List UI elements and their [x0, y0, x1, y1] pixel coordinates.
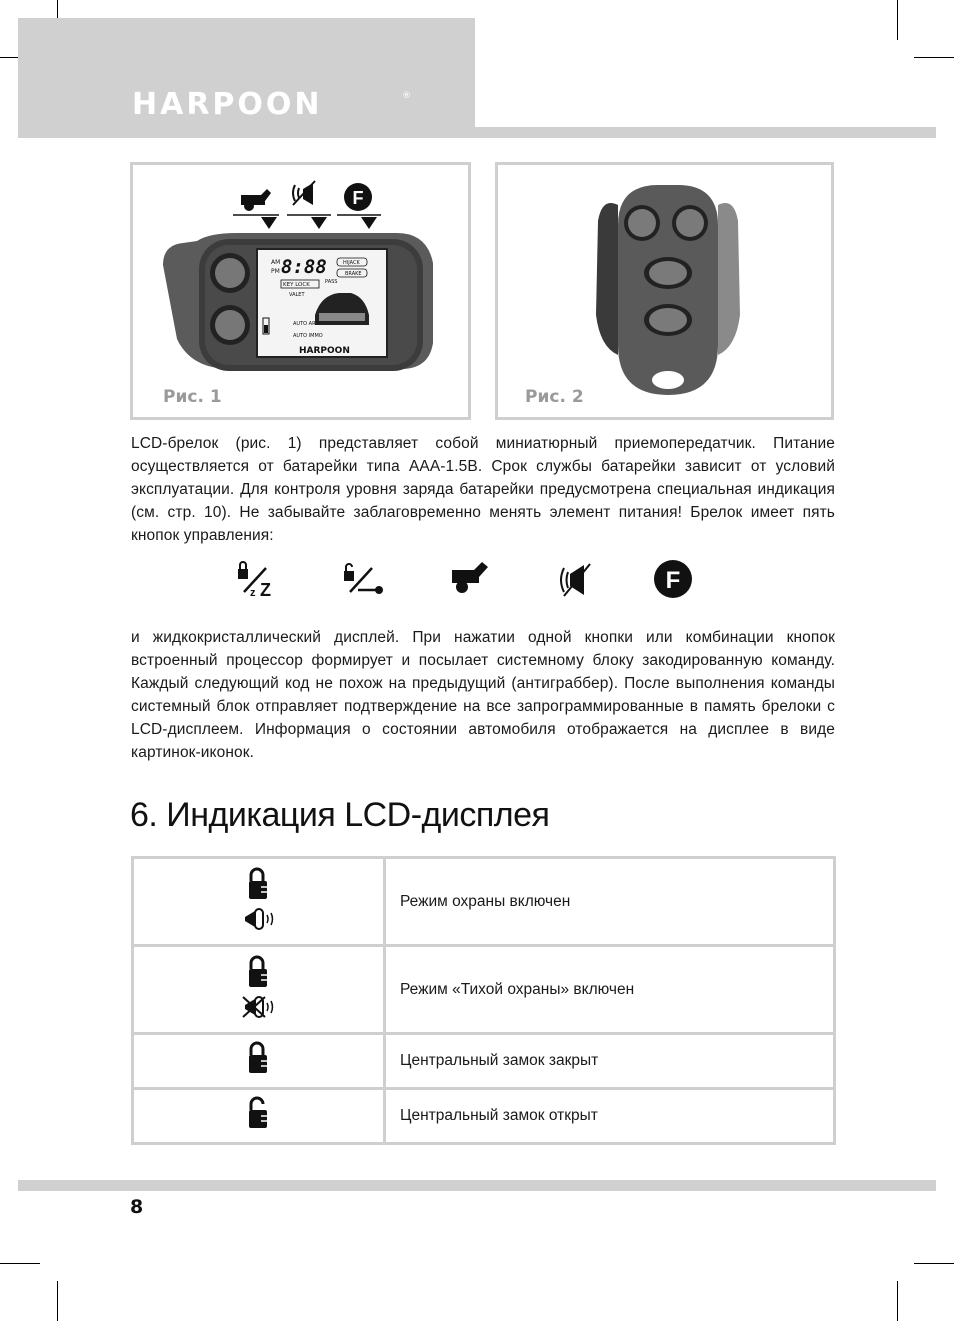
crop-mark — [0, 1263, 40, 1264]
closed-lock-icon — [239, 955, 279, 1019]
svg-text:KEY LOCK: KEY LOCK — [283, 282, 310, 288]
silent-siren-icon — [243, 997, 273, 1017]
svg-text:PM: PM — [271, 268, 280, 275]
crop-mark — [897, 1281, 898, 1321]
trunk-icon — [241, 189, 271, 211]
harpoon-logo — [130, 86, 415, 120]
svg-text:AM: AM — [271, 259, 281, 266]
icon-cell — [133, 946, 385, 1034]
crop-mark — [914, 1263, 954, 1264]
silent-siren-icon — [293, 181, 315, 205]
svg-text:Z: Z — [260, 580, 271, 600]
logo-text: HARPOON — [132, 87, 323, 120]
svg-text:AUTO ARM: AUTO ARM — [293, 321, 320, 327]
description-cell: Режим «Тихой охраны» включен — [385, 946, 835, 1034]
svg-text:VALET: VALET — [289, 292, 305, 298]
figure-2 — [495, 162, 834, 420]
open-lock-icon — [239, 1096, 279, 1132]
keyfob-illustration — [498, 165, 831, 417]
page-number: 8 — [130, 1196, 144, 1218]
description-cell: Режим охраны включен — [385, 858, 835, 946]
intro-text: LCD-брелок (рис. 1) представляет собой миниатюрный приемопередатчик. Питание осуществляется от батарейки типа AAA-1.5В. Срок службы батарейки зависит от условий эксплуатации. Для контроля уровня заряда батарейки предусмотрена специальная индикация (см. стр. 10). Не забывайте заблаговременно менять элемент питания! Брелок имеет пять кнопок управления: — [131, 435, 835, 544]
svg-text:z: z — [250, 587, 256, 599]
siren-icon — [245, 909, 273, 929]
icon-cell — [133, 1089, 385, 1144]
svg-text:HIJACK: HIJACK — [343, 260, 360, 266]
silent-siren-icon — [554, 560, 598, 600]
crop-mark — [897, 0, 898, 40]
logo-reg-mark: ® — [402, 91, 411, 101]
closed-lock-icon — [239, 867, 279, 931]
unlock-key-icon — [342, 560, 386, 600]
icon-cell — [133, 1034, 385, 1089]
icon-cell — [133, 858, 385, 946]
lcd-keyfob-illustration — [133, 165, 468, 417]
section-title: 6. Индикация LCD-дисплея — [130, 796, 550, 834]
figure-1 — [130, 162, 471, 420]
function-f-icon — [652, 560, 696, 600]
description-cell: Центральный замок открыт — [385, 1089, 835, 1144]
crop-mark — [914, 57, 954, 58]
function-f-icon — [344, 183, 372, 211]
table-row — [133, 858, 835, 946]
closed-lock-icon — [239, 1041, 279, 1077]
svg-text:AUTO IMMO: AUTO IMMO — [293, 333, 323, 339]
table-row — [133, 946, 835, 1034]
intro-paragraph — [131, 432, 835, 547]
description-text: и жидкокристаллический дисплей. При нажатии одной кнопки или комбинации кнопок встроенный процессор формирует и посылает системному блоку закодированную команду. Каждый следующий код не похож на предыдущий (антиграббер). После выполнения команды системный блок отправляет подтверждение на все запрограммированные в память брелоки с LCD-дисплеем. Информация о состоянии автомобиля отображается на дисплее в виде картинок-иконок. — [131, 629, 835, 761]
footer-bar — [18, 1180, 936, 1191]
f-letter: F — [352, 188, 364, 208]
header-band — [18, 18, 475, 138]
table-row — [133, 1089, 835, 1144]
svg-text:PASS: PASS — [325, 279, 338, 285]
header-bar — [475, 127, 936, 138]
description-cell: Центральный замок закрыт — [385, 1034, 835, 1089]
crop-mark — [57, 1281, 58, 1321]
svg-text:BRAKE: BRAKE — [345, 271, 362, 277]
table-row — [133, 1034, 835, 1089]
trunk-icon — [450, 560, 494, 600]
figure-2-label: Рис. 2 — [525, 387, 584, 407]
indicator-table — [131, 856, 836, 1145]
lcd-brand: HARPOON — [299, 346, 350, 356]
figure-1-label: Рис. 1 — [163, 387, 222, 407]
lcd-time: 8:88 — [281, 256, 327, 278]
description-paragraph — [131, 626, 835, 764]
lock-sleep-icon — [236, 560, 280, 600]
f-letter: F — [665, 567, 681, 594]
